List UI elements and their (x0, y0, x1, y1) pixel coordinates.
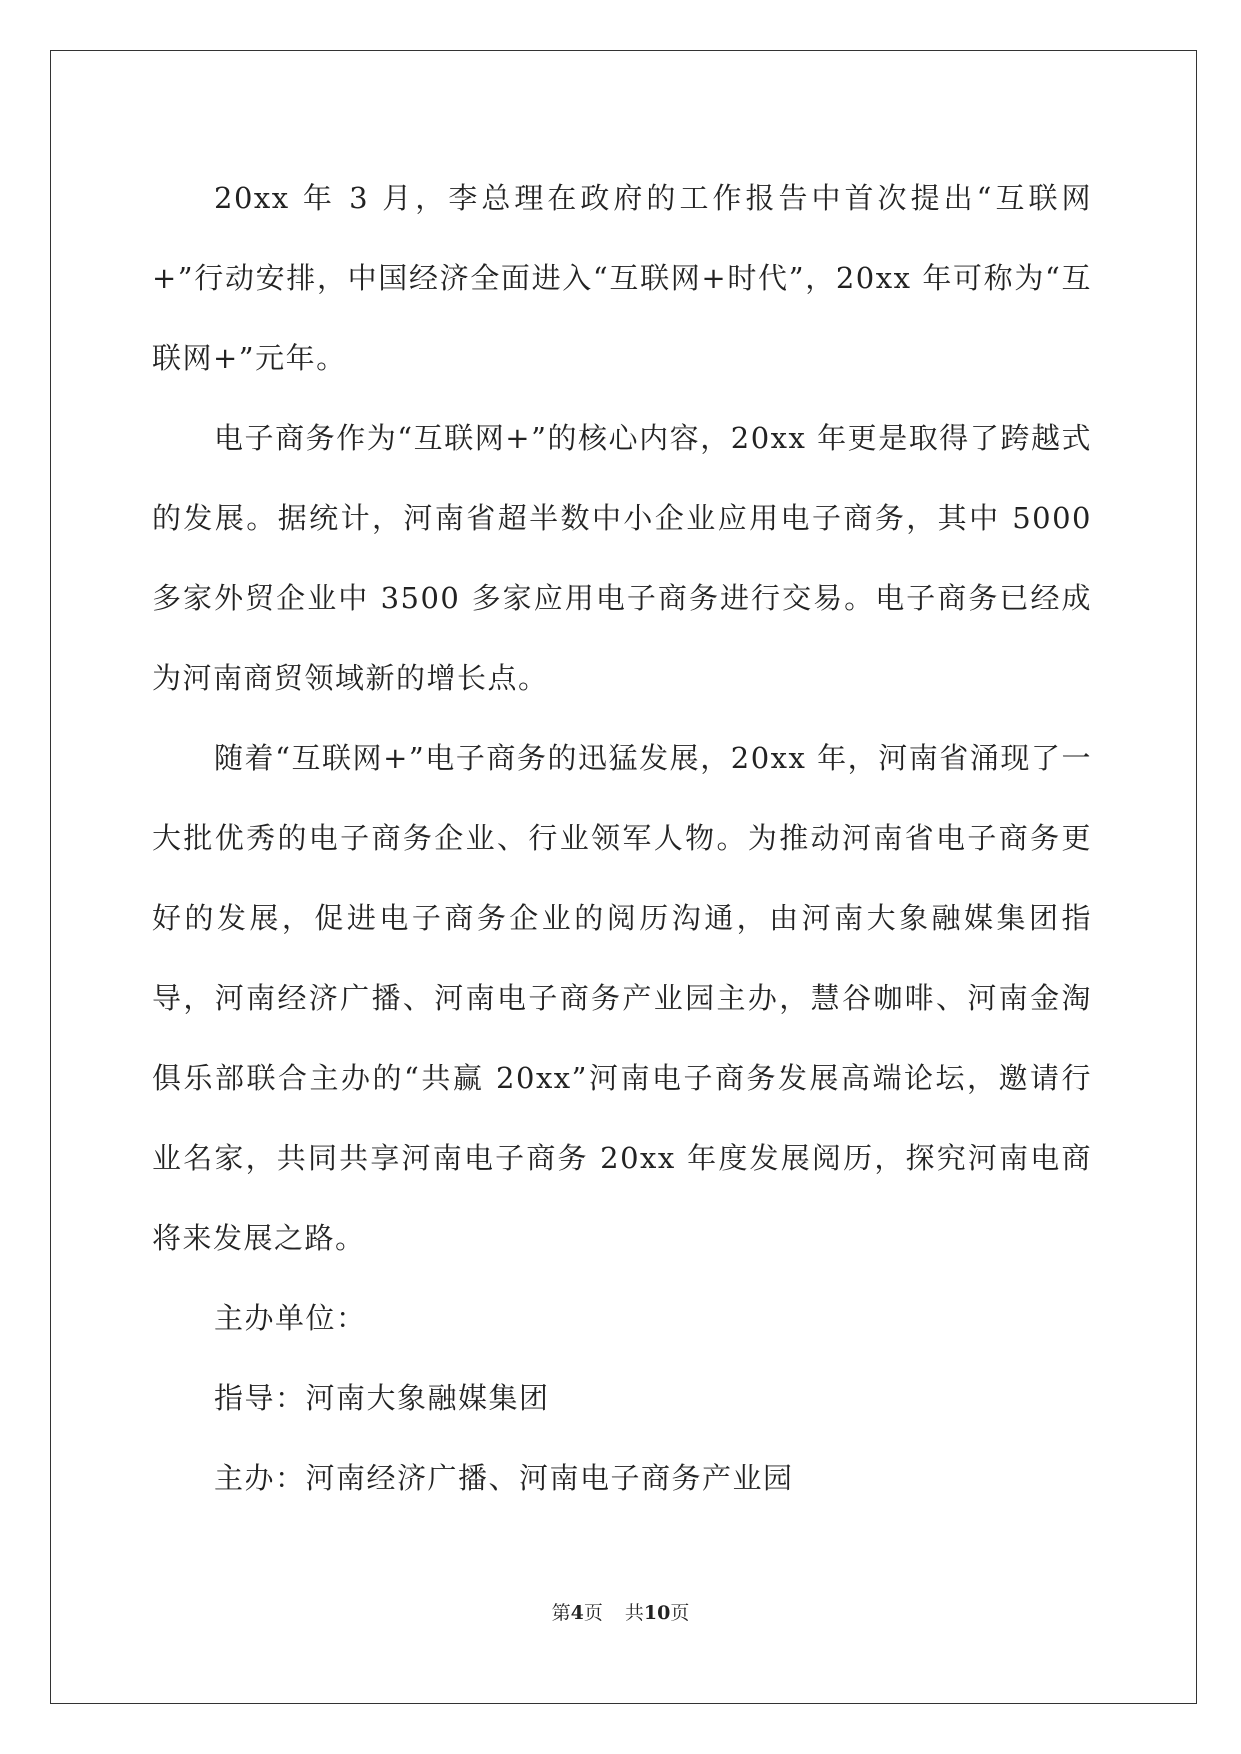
paragraph-forum-description: 随着“互联网+”电子商务的迅猛发展，20xx 年，河南省涌现了一大批优秀的电子商务企业、行业领军人物。为推动河南省电子商务更好的发展，促进电子商务企业的阅历沟通，由河南大象融媒集团指导，河南经济广播、河南电子商务产业园主办，慧谷咖啡、河南金淘俱乐部联合主办的“共赢 20xx”河南电子商务发展高端论坛，邀请行业名家，共同共享河南电子商务 20xx 年度发展阅历，探究河南电商将来发展之路。 (152, 741, 1092, 1255)
guidance-line: 指导：河南大象融媒集团 (214, 1381, 550, 1415)
footer-total-pages: 10 (643, 1602, 671, 1624)
footer-total-suffix: 页 (670, 1602, 690, 1624)
footer-page-number: 4 (570, 1602, 584, 1624)
footer-total-prefix: 共 (624, 1602, 644, 1624)
host-line: 主办：河南经济广播、河南电子商务产业园 (214, 1461, 794, 1495)
footer-page-prefix: 第 (551, 1602, 571, 1624)
footer-page-suffix: 页 (583, 1602, 603, 1624)
organizers-heading: 主办单位： (214, 1301, 367, 1335)
document-body (152, 158, 1092, 1518)
paragraph-ecommerce-growth: 电子商务作为“互联网+”的核心内容，20xx 年更是取得了跨越式的发展。据统计，河南省超半数中小企业应用电子商务，其中 5000 多家外贸企业中 3500 多家应用电子商务进行交易。电子商务已经成为河南商贸领域新的增长点。 (152, 421, 1092, 695)
paragraph-intro: 20xx 年 3 月，李总理在政府的工作报告中首次提出“互联网+”行动安排，中国经济全面进入“互联网+时代”，20xx 年可称为“互联网+”元年。 (152, 181, 1092, 375)
page-footer (0, 1598, 1241, 1625)
